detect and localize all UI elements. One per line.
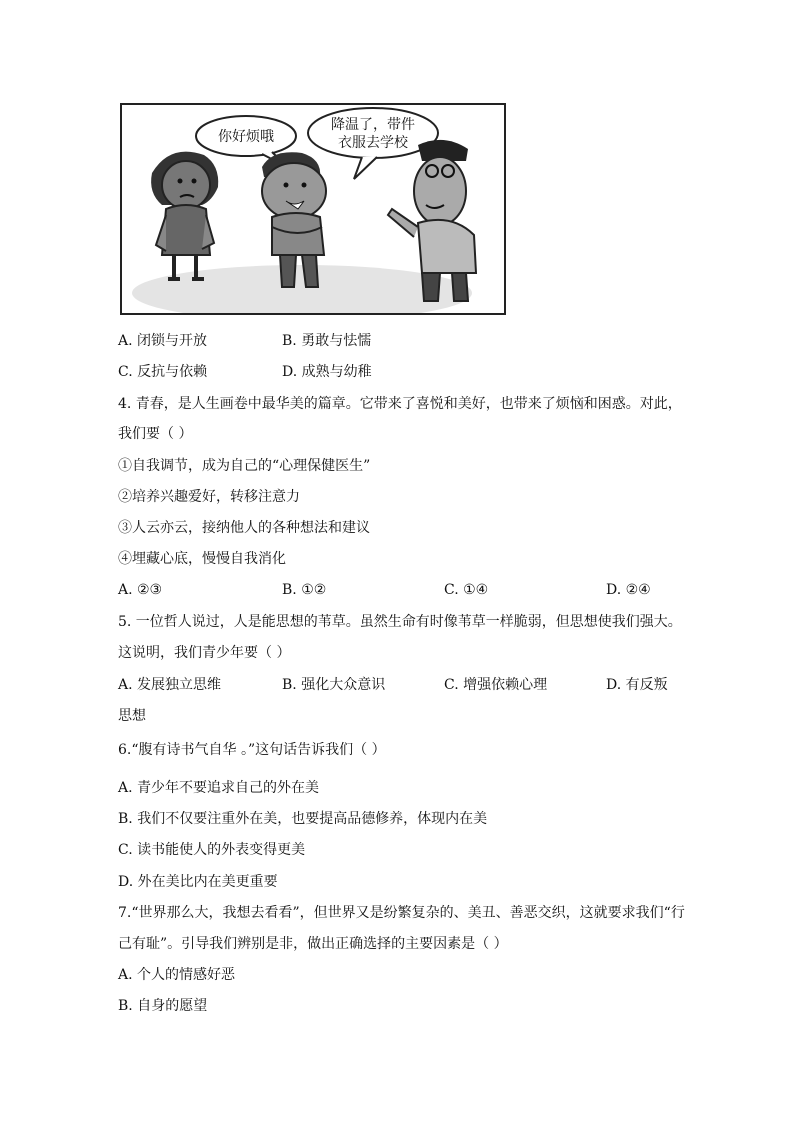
q6-option-a: A. 青少年不要追求自己的外在美 — [118, 780, 320, 796]
q5-stem-line1: 5. 一位哲人说过，人是能思想的苇草。虽然生命有时像苇草一样脆弱，但思想使我们强大。 — [118, 614, 682, 630]
q7-stem-line1: 7.“世界那么大，我想去看看”，但世界又是纷繁复杂的、美丑、善恶交织，这就要求我们“行 — [118, 905, 685, 921]
q5-option-c: C. 增强依赖心理 — [444, 677, 548, 693]
mother-figure — [151, 152, 218, 279]
cartoon-drawing — [122, 105, 504, 313]
q6-option-d: D. 外在美比内在美更重要 — [118, 874, 278, 890]
q3-option-b: B. 勇敢与怯懦 — [282, 333, 372, 349]
q4-option-d: D. ②④ — [606, 582, 651, 598]
q6-option-c: C. 读书能使人的外表变得更美 — [118, 842, 306, 858]
q4-stem-line1: 4. 青春，是人生画卷中最华美的篇章。它带来了喜悦和美好，也带来了烦恼和困惑。对此， — [118, 396, 682, 412]
q4-option-b: B. ①② — [282, 582, 327, 598]
q7-option-b: B. 自身的愿望 — [118, 998, 208, 1014]
q3-option-d: D. 成熟与幼稚 — [282, 364, 372, 380]
q3-option-c: C. 反抗与依赖 — [118, 364, 208, 380]
q7-option-a: A. 个人的情感好恶 — [118, 967, 236, 983]
q4-option-a: A. ②③ — [118, 582, 163, 598]
bubble-right-text-line1: 降温了，带件 — [331, 117, 415, 133]
bubble-left-text: 你好烦哦 — [218, 129, 274, 145]
q5-option-d-continued: 思想 — [118, 708, 146, 724]
q5-option-d: D. 有反叛 — [606, 677, 668, 693]
q4-option-c: C. ①④ — [444, 582, 489, 598]
q4-item-1: ①自我调节，成为自己的“心理保健医生” — [118, 458, 371, 474]
q7-stem-line2: 己有耻”。引导我们辨别是非，做出正确选择的主要因素是（ ） — [118, 936, 508, 952]
q4-item-2: ②培养兴趣爱好，转移注意力 — [118, 489, 300, 505]
bubble-right-text-line2: 衣服去学校 — [338, 135, 408, 151]
q4-stem-line2: 我们要（ ） — [118, 426, 193, 442]
q5-stem-line2: 这说明，我们青少年要（ ） — [118, 645, 291, 661]
q6-stem: 6.“腹有诗书气自华 。”这句话告诉我们（ ） — [118, 742, 386, 758]
q4-item-3: ③人云亦云，接纳他人的各种想法和建议 — [118, 520, 370, 536]
q5-option-b: B. 强化大众意识 — [282, 677, 386, 693]
q5-option-a: A. 发展独立思维 — [118, 677, 222, 693]
cartoon-illustration — [120, 103, 506, 315]
q6-option-b: B. 我们不仅要注重外在美，也要提高品德修养，体现内在美 — [118, 811, 488, 827]
q3-option-a: A. 闭锁与开放 — [118, 333, 208, 349]
q4-item-4: ④埋藏心底，慢慢自我消化 — [118, 551, 286, 567]
